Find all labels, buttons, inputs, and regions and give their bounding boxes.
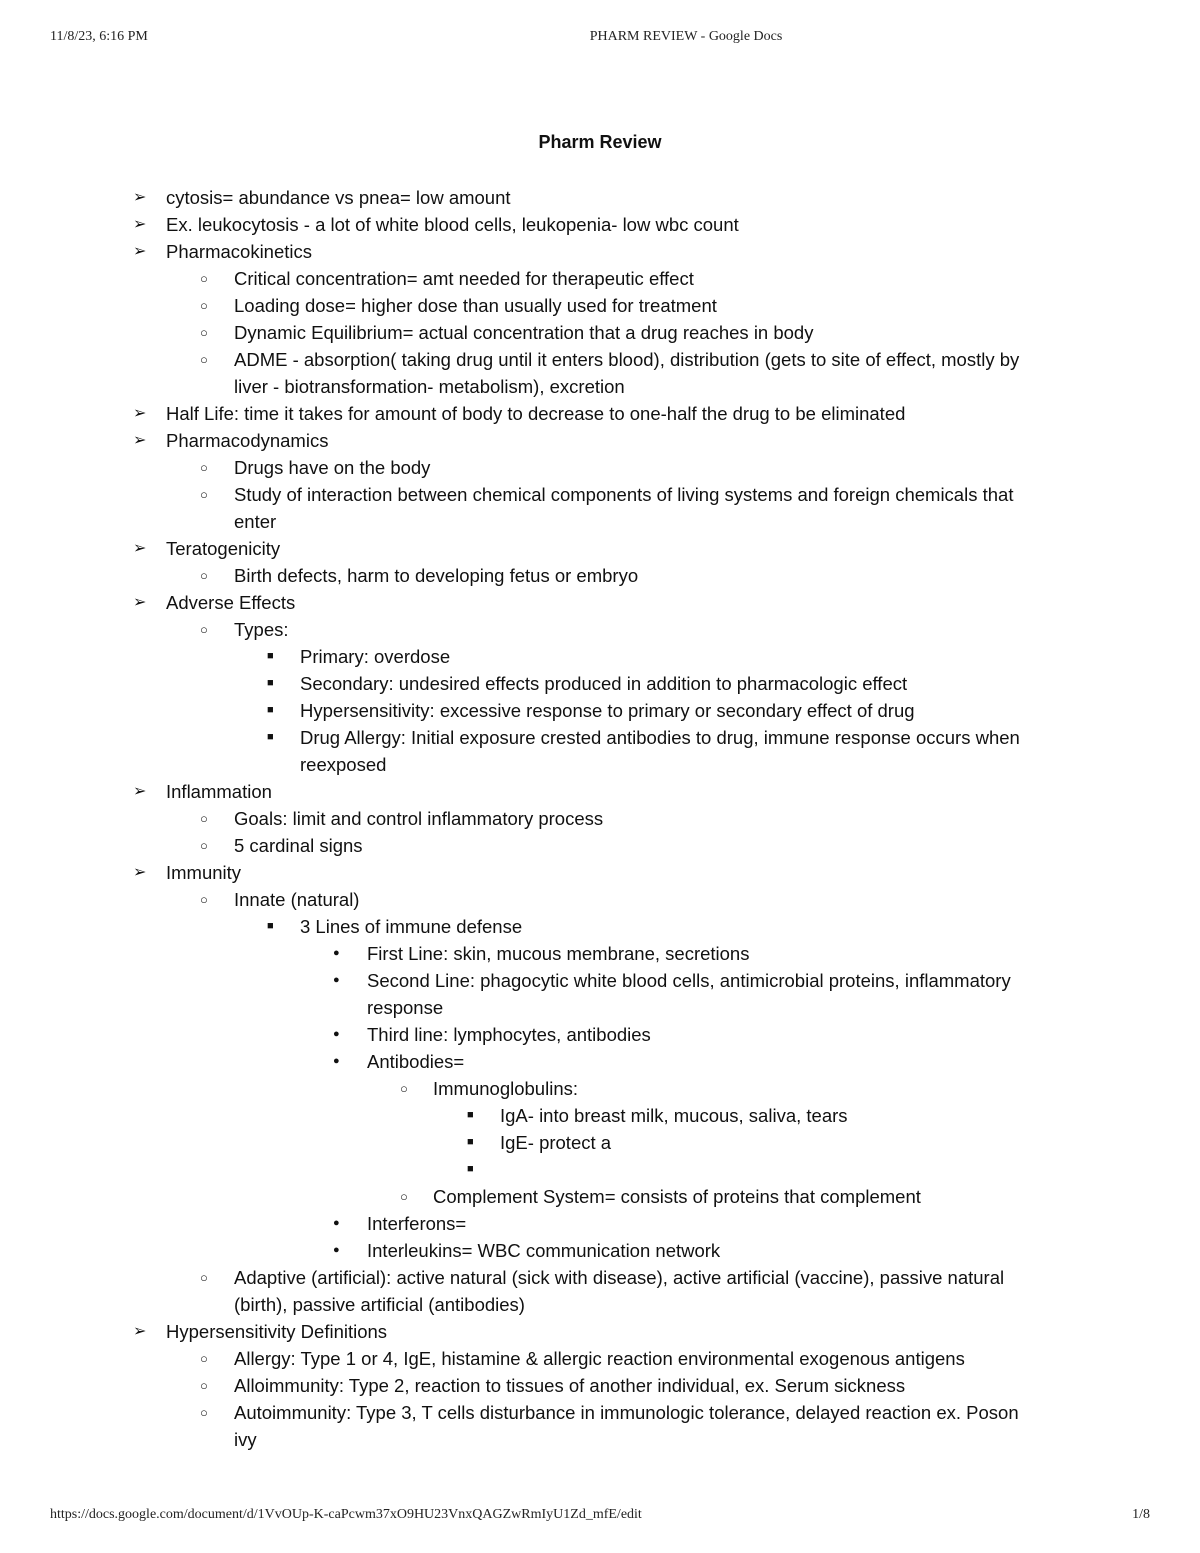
outline-item-text: Complement System= consists of proteins that complement <box>433 1186 921 1207</box>
outline-item-text: Adverse Effects <box>166 592 296 613</box>
bullet-icon: ● <box>333 974 340 986</box>
outline-item-text-continued: liver - biotransformation- metabolism), excretion <box>234 376 625 397</box>
outline-item-text: Study of interaction between chemical components of living systems and foreign chemicals that <box>234 484 1014 505</box>
outline-item-text: Immunity <box>166 862 242 883</box>
outline-item-level-1 <box>133 1318 1100 1345</box>
bullet-icon: ➢ <box>133 594 147 611</box>
outline-item-level-4 <box>333 1237 1100 1264</box>
document-title: Pharm Review <box>538 132 662 152</box>
outline-item-level-3 <box>267 697 1100 724</box>
print-doc-title: PHARM REVIEW - Google Docs <box>589 29 783 44</box>
outline-item-level-4 <box>333 967 1100 1021</box>
outline-item-text: Hypersensitivity: excessive response to primary or secondary effect of drug <box>300 700 915 721</box>
bullet-icon: ○ <box>200 460 208 475</box>
bullet-icon: ○ <box>200 487 208 502</box>
bullet-icon: ➢ <box>133 405 147 422</box>
outline-item-text: cytosis= abundance vs pnea= low amount <box>166 187 511 208</box>
bullet-icon: ○ <box>200 271 208 286</box>
outline-item-text-continued: response <box>367 997 444 1018</box>
outline-item-text: Hypersensitivity Definitions <box>166 1321 388 1342</box>
outline-item-text: Teratogenicity <box>166 538 281 559</box>
outline-item-text: Primary: overdose <box>300 646 451 667</box>
bullet-icon: ● <box>333 1028 340 1040</box>
outline-item-text: IgE- protect a <box>500 1132 612 1153</box>
outline-item-level-4 <box>333 940 1100 967</box>
outline-item-text: Third line: lymphocytes, antibodies <box>367 1024 651 1045</box>
bullet-icon: ■ <box>467 1136 474 1148</box>
outline-item-level-3 <box>267 724 1100 778</box>
outline-item-text: 3 Lines of immune defense <box>300 916 523 937</box>
outline-item-text: Critical concentration= amt needed for therapeutic effect <box>234 268 694 289</box>
bullet-icon: ● <box>333 947 340 959</box>
outline-item-level-1 <box>133 589 1100 616</box>
outline-item-level-2 <box>200 1264 1100 1318</box>
outline-item-level-2 <box>200 481 1100 535</box>
outline-item-level-2 <box>200 805 1100 832</box>
bullet-icon: ○ <box>200 892 208 907</box>
print-page-number: 1/8 <box>1132 1507 1150 1522</box>
outline-item-text: Interferons= <box>367 1213 467 1234</box>
outline-item-text: Antibodies= <box>367 1051 465 1072</box>
print-datetime: 11/8/23, 6:16 PM <box>50 29 148 44</box>
bullet-icon: ■ <box>267 731 274 743</box>
outline-item-text: Goals: limit and control inflammatory process <box>234 808 604 829</box>
bullet-icon: ➢ <box>133 540 147 557</box>
outline-item-level-4 <box>333 1021 1100 1048</box>
outline-item-text: Innate (natural) <box>234 889 360 910</box>
outline-item-level-5 <box>400 1075 1100 1102</box>
bullet-icon: ○ <box>200 325 208 340</box>
bullet-icon: ■ <box>267 650 274 662</box>
bullet-icon: ○ <box>200 811 208 826</box>
outline-item-level-5 <box>400 1183 1100 1210</box>
outline-item-text: Ex. leukocytosis - a lot of white blood cells, leukopenia- low wbc count <box>166 214 739 235</box>
outline-item-level-2 <box>200 1372 1100 1399</box>
bullet-icon: ○ <box>200 1405 208 1420</box>
outline-item-text: Drugs have on the body <box>234 457 431 478</box>
bullet-icon: ○ <box>200 352 208 367</box>
outline-item-text: Secondary: undesired effects produced in addition to pharmacologic effect <box>300 673 908 694</box>
outline-item-level-2 <box>200 616 1100 643</box>
outline-item-level-3 <box>267 670 1100 697</box>
outline-item-text: IgA- into breast milk, mucous, saliva, tears <box>500 1105 848 1126</box>
outline-item-text: Pharmacokinetics <box>166 241 313 262</box>
outline-item-text: Drug Allergy: Initial exposure crested antibodies to drug, immune response occurs when <box>300 727 1020 748</box>
bullet-icon: ○ <box>200 1351 208 1366</box>
outline-item-level-2 <box>200 832 1100 859</box>
outline-item-text: Interleukins= WBC communication network <box>367 1240 721 1261</box>
bullet-icon: ○ <box>200 1270 208 1285</box>
outline-item-level-2 <box>200 1399 1100 1453</box>
outline-item-level-3 <box>267 913 1100 940</box>
outline-item-level-1 <box>133 535 1100 562</box>
outline-item-level-4 <box>333 1048 1100 1075</box>
bullet-icon: ● <box>333 1217 340 1229</box>
bullet-icon: ○ <box>200 1378 208 1393</box>
outline-item-text-continued: reexposed <box>300 754 387 775</box>
outline-item-text: Half Life: time it takes for amount of body to decrease to one-half the drug to be eliminated <box>166 403 906 424</box>
outline-item-level-1 <box>133 211 1100 238</box>
outline-item-text: Second Line: phagocytic white blood cells, antimicrobial proteins, inflammatory <box>367 970 1011 991</box>
bullet-icon: ● <box>333 1244 340 1256</box>
bullet-icon: ○ <box>200 622 208 637</box>
bullet-icon: ■ <box>467 1163 474 1175</box>
outline-item-level-2 <box>200 346 1100 400</box>
bullet-icon: ➢ <box>133 783 147 800</box>
bullet-icon: ➢ <box>133 1323 147 1340</box>
outline-item-text: Birth defects, harm to developing fetus or embryo <box>234 565 639 586</box>
outline-item-text: Immunoglobulins: <box>433 1078 578 1099</box>
outline-item-text: Inflammation <box>166 781 272 802</box>
outline-item-level-2 <box>200 886 1100 913</box>
outline-item-text-continued: ivy <box>234 1429 257 1450</box>
outline-item-level-2 <box>200 292 1100 319</box>
bullet-icon: ➢ <box>133 864 147 881</box>
outline-item-level-1 <box>133 184 1100 211</box>
bullet-icon: ■ <box>267 704 274 716</box>
bullet-icon: ○ <box>200 568 208 583</box>
outline-item-level-2 <box>200 319 1100 346</box>
outline-item-text: Loading dose= higher dose than usually used for treatment <box>234 295 717 316</box>
bullet-icon: ● <box>333 1055 340 1067</box>
outline-item-level-1 <box>133 238 1100 265</box>
print-url: https://docs.google.com/document/d/1VvOUp-K-caPcwm37xO9HU23VnxQAGZwRmIyU1Zd_mfE/edit <box>50 1507 642 1522</box>
outline-item-level-2 <box>200 454 1100 481</box>
bullet-icon: ➢ <box>133 432 147 449</box>
outline-item-level-3 <box>267 643 1100 670</box>
bullet-icon: ○ <box>400 1189 408 1204</box>
outline-item-text: Pharmacodynamics <box>166 430 329 451</box>
bullet-icon: ➢ <box>133 189 147 206</box>
outline-item-level-6 <box>467 1102 1100 1129</box>
bullet-icon: ➢ <box>133 243 147 260</box>
outline-item-level-6 <box>467 1129 1100 1156</box>
outline-item-text: Allergy: Type 1 or 4, IgE, histamine & allergic reaction environmental exogenous antigens <box>234 1348 965 1369</box>
outline-item-level-4 <box>333 1210 1100 1237</box>
bullet-icon: ○ <box>400 1081 408 1096</box>
outline-item-text: Alloimmunity: Type 2, reaction to tissues of another individual, ex. Serum sickness <box>234 1375 906 1396</box>
outline-item-level-2 <box>200 1345 1100 1372</box>
outline-item-text: Types: <box>234 619 289 640</box>
outline-item-level-1 <box>133 400 1100 427</box>
outline-item-level-1 <box>133 778 1100 805</box>
outline-item-level-1 <box>133 859 1100 886</box>
outline-item-level-1 <box>133 427 1100 454</box>
outline-item-text: ADME - absorption( taking drug until it enters blood), distribution (gets to site of effect, mostly by <box>234 349 1020 370</box>
outline-item-text: Adaptive (artificial): active natural (sick with disease), active artificial (vaccine), passive natural <box>234 1267 1005 1288</box>
outline-item-text: 5 cardinal signs <box>234 835 363 856</box>
bullet-icon: ○ <box>200 838 208 853</box>
bullet-icon: ➢ <box>133 216 147 233</box>
outline-item-text: Dynamic Equilibrium= actual concentration that a drug reaches in body <box>234 322 814 343</box>
outline-item-text: Autoimmunity: Type 3, T cells disturbance in immunologic tolerance, delayed reaction ex. Poson <box>234 1402 1019 1423</box>
bullet-icon: ■ <box>467 1109 474 1121</box>
bullet-icon: ■ <box>267 920 274 932</box>
bullet-icon: ○ <box>200 298 208 313</box>
outline-item-text-continued: (birth), passive artificial (antibodies) <box>234 1294 525 1315</box>
bullet-icon: ■ <box>267 677 274 689</box>
outline-item-level-2 <box>200 265 1100 292</box>
outline-item-text: First Line: skin, mucous membrane, secretions <box>367 943 750 964</box>
outline-item-text-continued: enter <box>234 511 277 532</box>
outline-item-level-2 <box>200 562 1100 589</box>
